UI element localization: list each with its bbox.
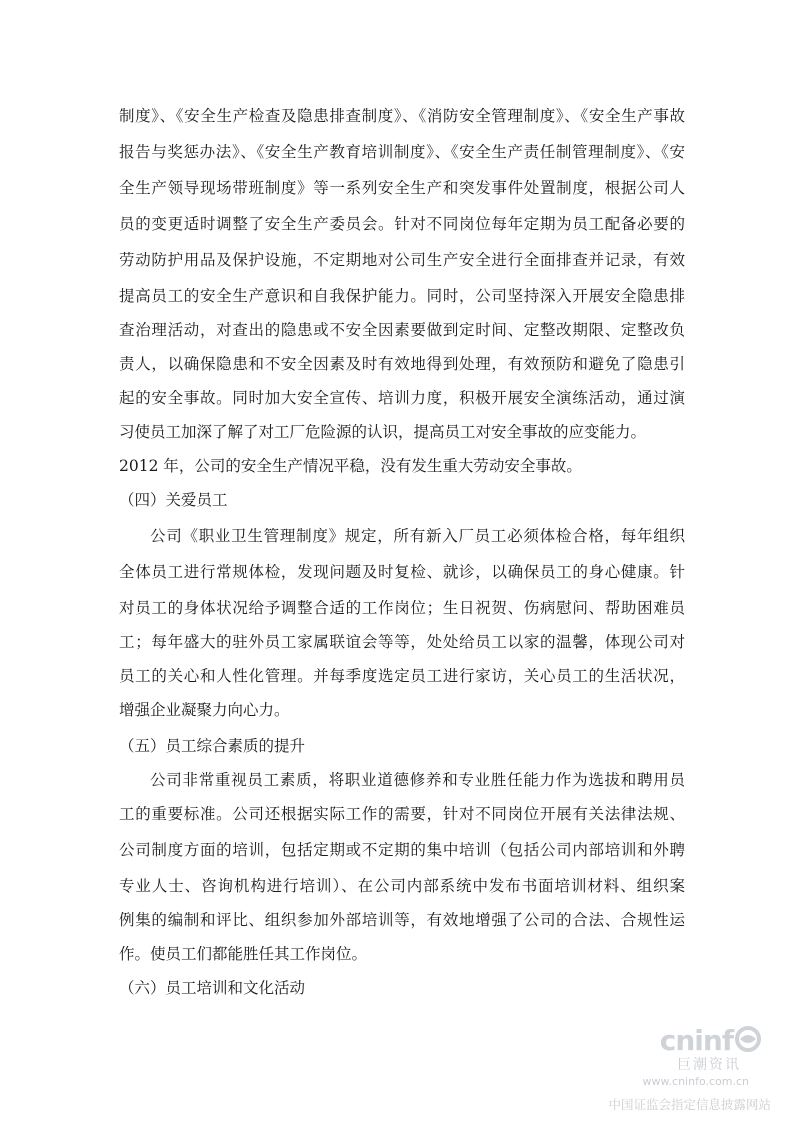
- section-heading-quality: （五）员工综合素质的提升: [119, 737, 306, 755]
- paragraph-safety-line: 2012 年，公司的安全生产情况平稳，没有发生重大劳动安全事故。: [119, 457, 582, 475]
- paragraph-care-line: 公司《职业卫生管理制度》规定，所有新入厂员工必须体检合格，每年组织: [150, 527, 685, 545]
- watermark-logo: [660, 1024, 761, 1057]
- section-heading-care: （四）关爱员工: [119, 491, 228, 509]
- section-heading-training: （六）员工培训和文化活动: [119, 979, 306, 997]
- paragraph-safety-line: 起的安全事故。同时加大安全宣传、培训力度，积极开展安全演练活动，通过演: [119, 389, 685, 407]
- paragraph-quality-line: 工的重要标准。公司还根据实际工作的需要，针对不同岗位开展有关法律法规、: [119, 805, 685, 823]
- paragraph-quality-line: 专业人士、咨询机构进行培训）、在公司内部系统中发布书面培训材料、组织案: [119, 877, 685, 895]
- paragraph-care-line: 增强企业凝聚力向心力。: [119, 701, 290, 719]
- paragraph-safety-line: 全生产领导现场带班制度》等一系列安全生产和突发事件处置制度，根据公司人: [119, 179, 685, 197]
- cninfo-swirl-icon: [735, 1026, 761, 1056]
- paragraph-safety-line: 劳动防护用品及保护设施，不定期地对公司生产安全进行全面排查并记录，有效: [119, 251, 685, 269]
- paragraph-safety-line: 员的变更适时调整了安全生产委员会。针对不同岗位每年定期为员工配备必要的: [119, 215, 685, 233]
- watermark-url: www.cninfo.com.cn: [642, 1075, 749, 1088]
- paragraph-safety-line: 报告与奖惩办法》、《安全生产教育培训制度》、《安全生产责任制管理制度》、《安: [119, 143, 685, 161]
- paragraph-safety-line: 提高员工的安全生产意识和自我保护能力。同时，公司坚持深入开展安全隐患排: [119, 287, 685, 305]
- paragraph-safety-line: 制度》、《安全生产检查及隐患排查制度》、《消防安全管理制度》、《安全生产事故: [119, 107, 685, 125]
- paragraph-safety-line: 习使员工加深了解了对工厂危险源的认识，提高员工对安全事故的应变能力。: [119, 423, 647, 441]
- paragraph-safety-line: 责人，以确保隐患和不安全因素及时有效地得到处理，有效预防和避免了隐患引: [119, 355, 685, 373]
- watermark-brand: cninf: [659, 1024, 733, 1057]
- paragraph-safety-line: 查治理活动，对查出的隐患或不安全因素要做到定时间、定整改期限、定整改负: [119, 321, 685, 339]
- paragraph-care-line: 工；每年盛大的驻外员工家属联谊会等等，处处给员工以家的温馨，体现公司对: [119, 633, 685, 651]
- paragraph-care-line: 员工的关心和人性化管理。并每季度选定员工进行家访，关心员工的生活状况，: [119, 667, 685, 685]
- paragraph-quality-line: 公司制度方面的培训，包括定期或不定期的集中培训（包括公司内部培训和外聘: [119, 841, 685, 859]
- paragraph-care-line: 全体员工进行常规体检，发现问题及时复检、就诊，以确保员工的身心健康。针: [119, 563, 685, 581]
- watermark-tagline: 中国证监会指定信息披露网站: [608, 1097, 771, 1112]
- cninfo-watermark: [571, 1024, 771, 1116]
- paragraph-quality-line: 例集的编制和评比、组织参加外部培训等，有效地增强了公司的合法、合规性运: [119, 911, 685, 929]
- paragraph-quality-line: 作。使员工们都能胜任其工作岗位。: [119, 945, 368, 963]
- watermark-brand-cn: 巨潮资讯: [677, 1057, 741, 1073]
- paragraph-care-line: 对员工的身体状况给予调整合适的工作岗位；生日祝贺、伤病慰问、帮助困难员: [119, 599, 685, 617]
- paragraph-quality-line: 公司非常重视员工素质，将职业道德修养和专业胜任能力作为选拔和聘用员: [150, 771, 685, 789]
